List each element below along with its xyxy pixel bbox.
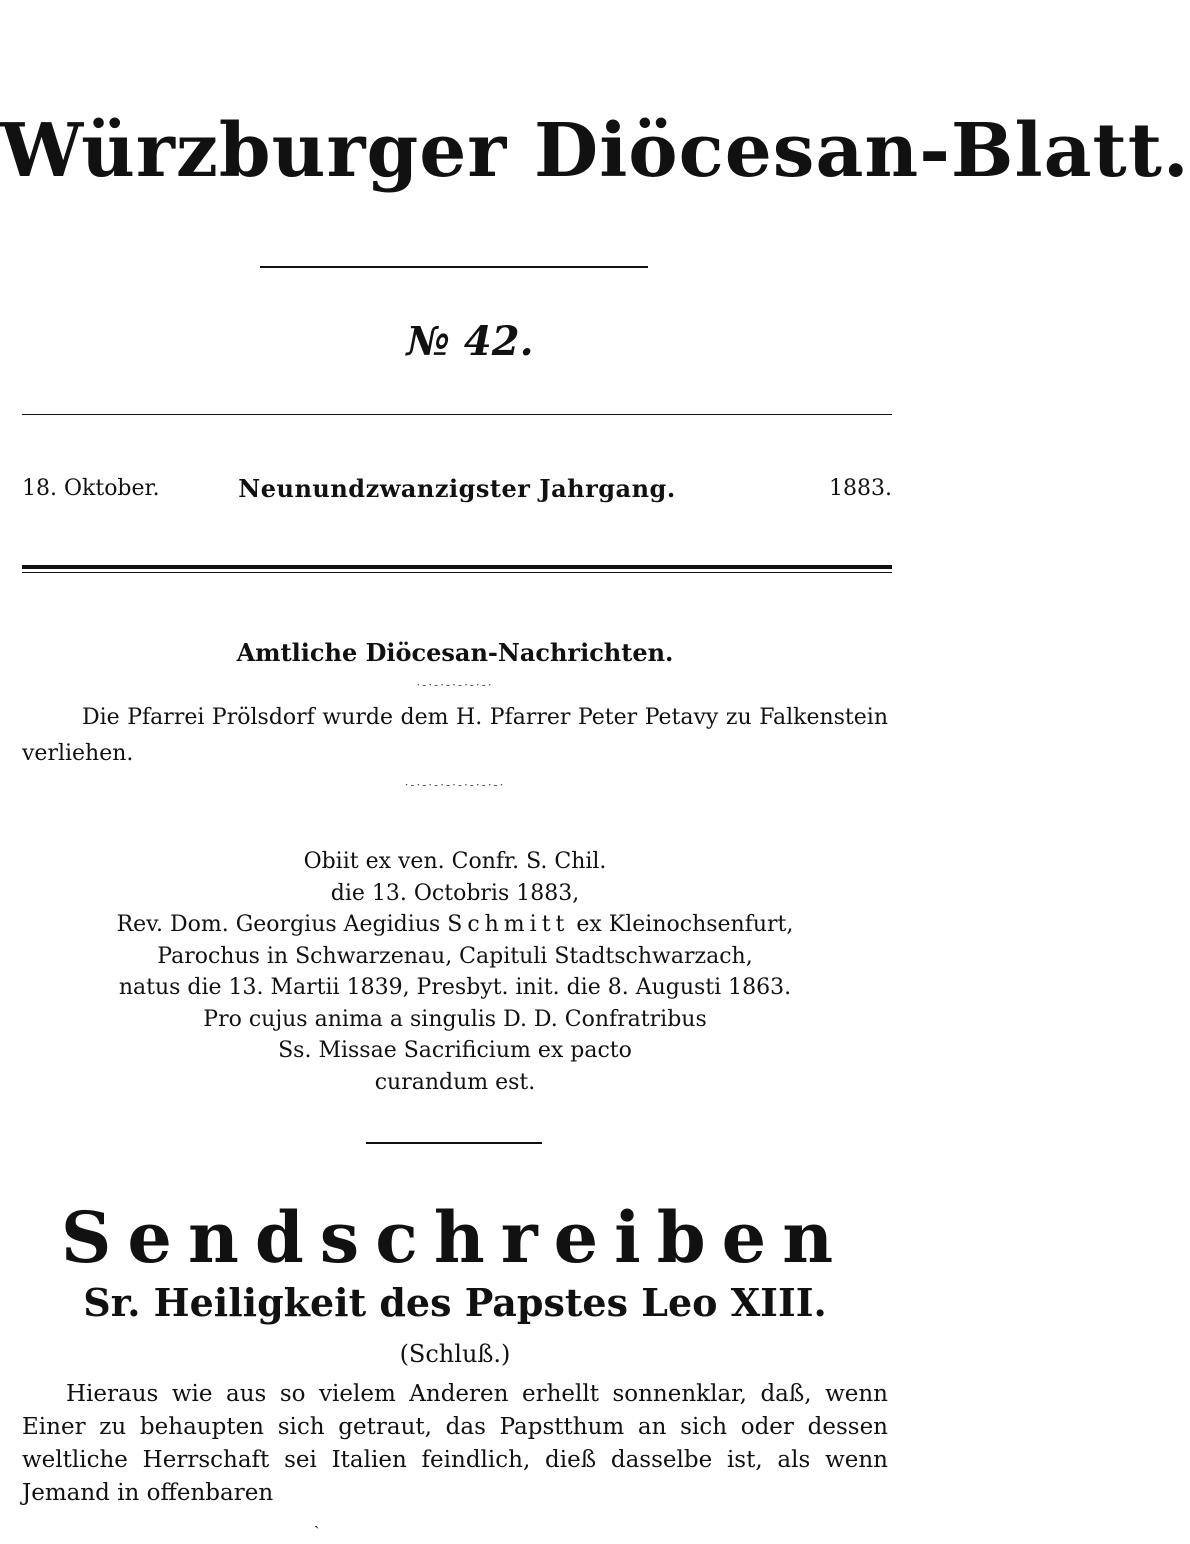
obituary-text: ex Kleinochsenfurt,	[576, 912, 794, 937]
encyclical-body: Hieraus wie aus so vielem Anderen erhellt sonnenklar, daß, wenn Einer zu behaupten sich getraut, das Papstthum an sich oder dessen weltliche Herrschaft sei Italien feindlich, dieß dasselbe ist, als wenn Jemand in offenbaren	[22, 1381, 888, 1506]
obituary-line: die 13. Octobris 1883,	[330, 880, 580, 906]
official-news-separator: ·-·-·-·-·-·-·	[416, 678, 494, 692]
issue-number: № 42.	[406, 318, 534, 365]
obituary-line: natus die 13. Martii 1839, Presbyt. init. die 8. Augusti 1863.	[118, 975, 792, 1000]
encyclical-subtitle: Sr. Heiligkeit des Papstes Leo XIII.	[83, 1280, 827, 1325]
official-news-heading: Amtliche Diöcesan-Nachrichten.	[236, 638, 674, 667]
official-news-text: Die Pfarrei Prölsdorf wurde dem H. Pfarrer Peter Petavy zu Falkenstein verliehen.	[22, 705, 888, 766]
obituary-text: Rev. Dom. Georgius Aegidius	[116, 912, 441, 937]
dateline	[22, 476, 892, 510]
masthead-rule	[260, 266, 648, 268]
obituary-line: curandum est.	[374, 1069, 536, 1095]
obituary-rule	[366, 1142, 542, 1144]
encyclical-title: Sendschreiben	[60, 1196, 850, 1279]
issue-year: 1883.	[829, 476, 892, 501]
obituary-line: Parochus in Schwarzenau, Capituli Stadtschwarzach,	[157, 943, 753, 969]
obituary-notice	[0, 846, 910, 1098]
official-news-separator-2: ·-·-·-·-·-·-·-·-·	[404, 778, 506, 792]
volume-label: Neunundzwanzigster Jahrgang.	[238, 474, 676, 503]
obituary-line: Ss. Missae Sacrificium ex pacto	[278, 1038, 632, 1063]
obituary-surname: Schmitt	[447, 912, 570, 937]
header-double-rule-top	[22, 565, 892, 569]
masthead-title: Würzburger Diöcesan-Blatt.	[0, 108, 1190, 194]
obituary-line: Obiit ex ven. Confr. S. Chil.	[303, 849, 607, 874]
obituary-line	[0, 909, 910, 941]
encyclical-continuation: (Schluß.)	[399, 1340, 511, 1368]
print-speck: ˏ	[314, 1510, 320, 1529]
issue-date: 18. Oktober.	[22, 476, 160, 501]
header-double-rule-bottom	[22, 572, 892, 573]
issue-rule	[22, 414, 892, 415]
obituary-line: Pro cujus anima a singulis D. D. Confratribus	[203, 1006, 707, 1032]
